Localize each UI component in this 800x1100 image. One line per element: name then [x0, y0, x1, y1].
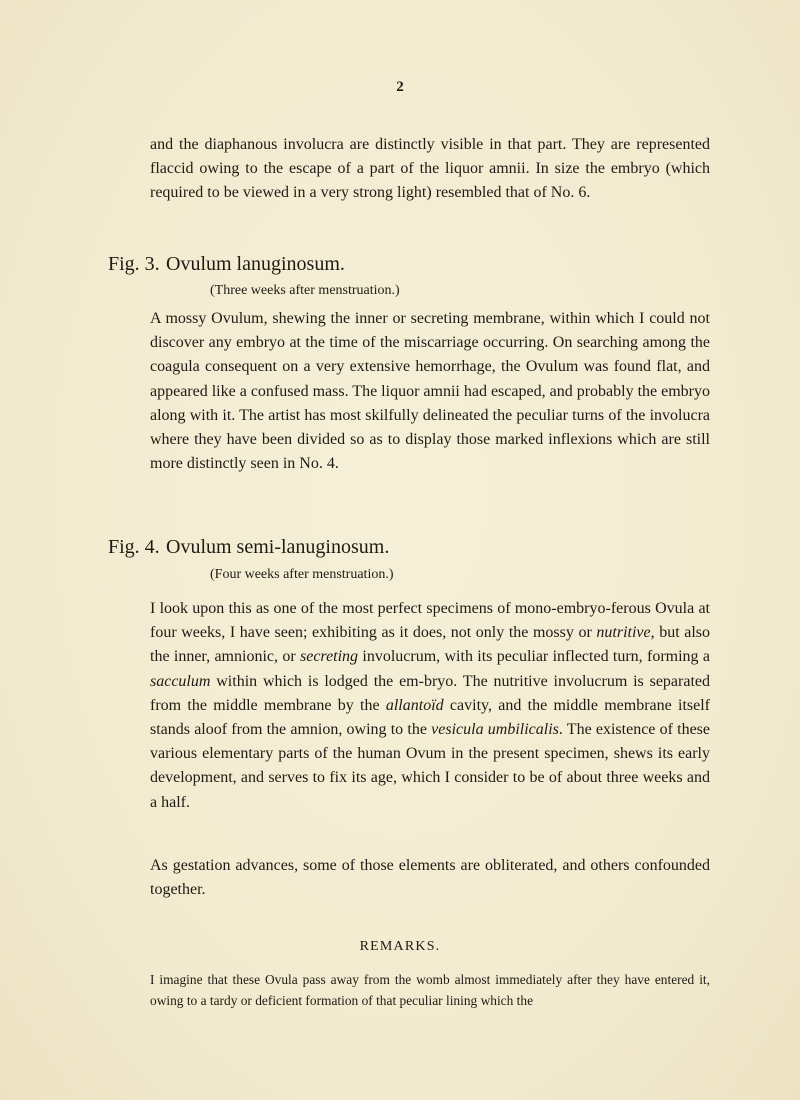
fig4-term-vesicula: vesicula umbilicalis: [431, 721, 559, 739]
fig4-text-e: involucrum, with its peculiar inflected turn, forming a: [358, 648, 710, 666]
fig4-heading: [108, 536, 389, 559]
intro-paragraph: and the diaphanous involucra are distinctly visible in that part. They are represented flaccid owing to the escape of a part of the liquor amnii. In size the embryo (which required to be viewed in a very strong light) resembled that of No. 6.: [150, 136, 710, 202]
page-number: 2: [396, 79, 404, 95]
remarks-title: REMARKS.: [359, 939, 441, 954]
fig3-heading: [108, 253, 345, 276]
fig4-closing-paragraph: As gestation advances, some of those elements are obliterated, and others confounded together.: [150, 857, 710, 899]
fig3-label: Fig. 3.: [108, 253, 160, 275]
fig4-text-a: I look upon this as one of the most perfect specimens of mono-embryo-ferous Ovula at four weeks, I have seen; exhibiting as it does, not only the mossy or: [150, 600, 710, 642]
remarks-paragraph: I imagine that these Ovula pass away from the womb almost immediately after they have entered it, owing to a tardy or deficient formation of that peculiar lining which the: [150, 972, 710, 1008]
fig3-paragraph: A mossy Ovulum, shewing the inner or secreting membrane, within which I could not discover any embryo at the time of the miscarriage occurring. On searching among the coagula consequent on a very extensive hemorrhage, the Ovulum was found flat, and appeared like a confused mass. The liquor amnii had escaped, and probably the embryo along with it. The artist has most skilfully delineated the peculiar turns of the involucra where they have been divided so as to display those marked inflexions which are still more distinctly seen in No. 4.: [150, 310, 710, 473]
fig4-text-k: . The existence of these various elementary parts of the human Ovum in the present specimen, shews its early development, and serves to fix its age, which I consider to be of about three weeks and a half.: [150, 721, 710, 811]
fig4-text-c: , but also the inner, amnionic, or: [150, 624, 711, 666]
fig4-label: Fig. 4.: [108, 536, 160, 558]
fig4-title: Ovulum semi-lanuginosum.: [166, 536, 390, 558]
fig4-term-sacculum: sacculum: [150, 672, 211, 690]
fig4-text-g: within which is lodged the em-bryo. The nutritive involucrum is separated from the middle membrane by the: [150, 672, 710, 714]
fig4-term-secreting: secreting: [300, 648, 359, 666]
fig4-term-nutritive: nutritive: [596, 624, 651, 642]
fig3-subtitle: (Three weeks after menstruation.): [210, 283, 400, 298]
fig4-term-allantoid: allantoïd: [385, 696, 444, 714]
fig4-text-i: cavity, and the middle membrane itself stands aloof from the amnion, owing to the: [150, 696, 711, 739]
fig4-paragraph: [150, 597, 710, 815]
fig3-title: Ovulum lanuginosum.: [166, 253, 345, 275]
fig4-subtitle: (Four weeks after menstruation.): [210, 567, 394, 582]
